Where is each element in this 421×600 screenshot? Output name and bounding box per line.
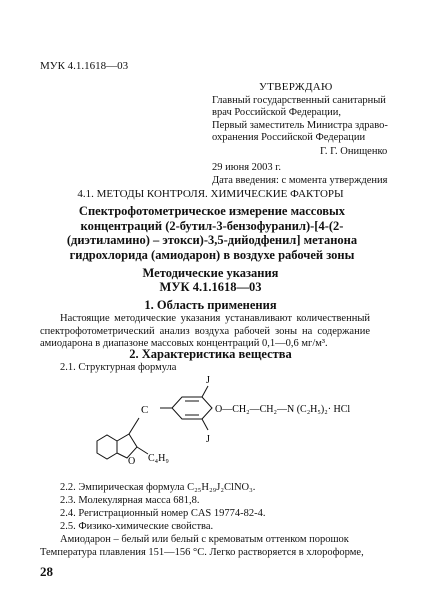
benzofuran-benzene-ring bbox=[97, 435, 117, 459]
guidelines-heading bbox=[0, 266, 421, 294]
approval-date: 29 июня 2003 г. bbox=[212, 162, 282, 173]
document-code: МУК 4.1.1618—03 bbox=[40, 60, 129, 72]
molecular-mass: 2.3. Молекулярная масса 681,8. bbox=[60, 495, 200, 506]
properties-line: Амиодарон – белый или белый с кремоватым оттенком порошок bbox=[60, 534, 349, 545]
properties-heading: 2.5. Физико-химические свойства. bbox=[60, 521, 214, 532]
title-line: (диэтиламино) – этокси)-3,5-дийодфенил] метанона bbox=[66, 233, 358, 247]
carbonyl-carbon-label: C bbox=[141, 404, 149, 416]
structural-formula bbox=[0, 372, 421, 482]
benzofuran-furan-ring bbox=[117, 434, 137, 458]
document-title bbox=[52, 204, 372, 262]
section-2-heading: 2. Характеристика вещества bbox=[129, 347, 292, 361]
structural-formula-label: 2.1. Структурная формула bbox=[60, 362, 177, 373]
section-1-body: Настоящие методические указания устанавливают количественный спектрофотометрический анализ воздуха рабочей зоны на содержание амиодарона в диапазоне массовых концентраций 0,1—0,6 мг/м³. bbox=[40, 313, 370, 349]
empirical-formula: 2.2. Эмпирическая формула C₂₅H₂₉J₂ClNO₃. bbox=[60, 482, 256, 493]
signatory: Г. Г. Онищенко bbox=[320, 145, 388, 157]
title-line: гидрохлорида (амиодарон) в воздухе рабочей зоны bbox=[69, 247, 355, 262]
section-header: 4.1. МЕТОДЫ КОНТРОЛЯ. ХИМИЧЕСКИЕ ФАКТОРЫ bbox=[77, 188, 344, 200]
cas-number: 2.4. Регистрационный номер CAS 19774-82-4. bbox=[60, 508, 266, 519]
title-line: концентраций (2-бутил-3-бензофуранил)-[4-(2- bbox=[80, 218, 344, 233]
properties-line: Температура плавления 151—156 °С. Легко растворяется в хлороформе, bbox=[40, 547, 364, 558]
title-line: Спектрофотометрическое измерение массовых bbox=[78, 204, 346, 218]
side-chain-label: O—CH₂—CH₂—N (C₂H₅)₂· HCl bbox=[215, 404, 351, 415]
butyl-label: C₄H₉ bbox=[148, 453, 169, 464]
approval-line: Первый заместитель Министра здраво- bbox=[212, 119, 388, 131]
iodophenyl-ring bbox=[172, 397, 212, 419]
guidelines-label: Методические указания bbox=[142, 266, 279, 280]
section-1-text bbox=[40, 313, 370, 351]
approval-line: врач Российской Федерации, bbox=[212, 107, 341, 118]
approval-block bbox=[212, 81, 402, 187]
iodine-bottom-label: J bbox=[206, 434, 210, 445]
section-1-heading: 1. Область применения bbox=[144, 298, 277, 312]
approval-line: охранения Российской Федерации bbox=[212, 132, 366, 143]
effective-date: Дата введения: с момента утверждения bbox=[212, 174, 388, 186]
approval-line: Главный государственный санитарный bbox=[212, 94, 386, 106]
iodine-top-label: J bbox=[206, 375, 210, 386]
furan-oxygen-label: O bbox=[128, 456, 136, 467]
page-number: 28 bbox=[40, 564, 53, 579]
approval-title: УТВЕРЖДАЮ bbox=[259, 81, 333, 93]
guidelines-code: МУК 4.1.1618—03 bbox=[159, 280, 262, 294]
